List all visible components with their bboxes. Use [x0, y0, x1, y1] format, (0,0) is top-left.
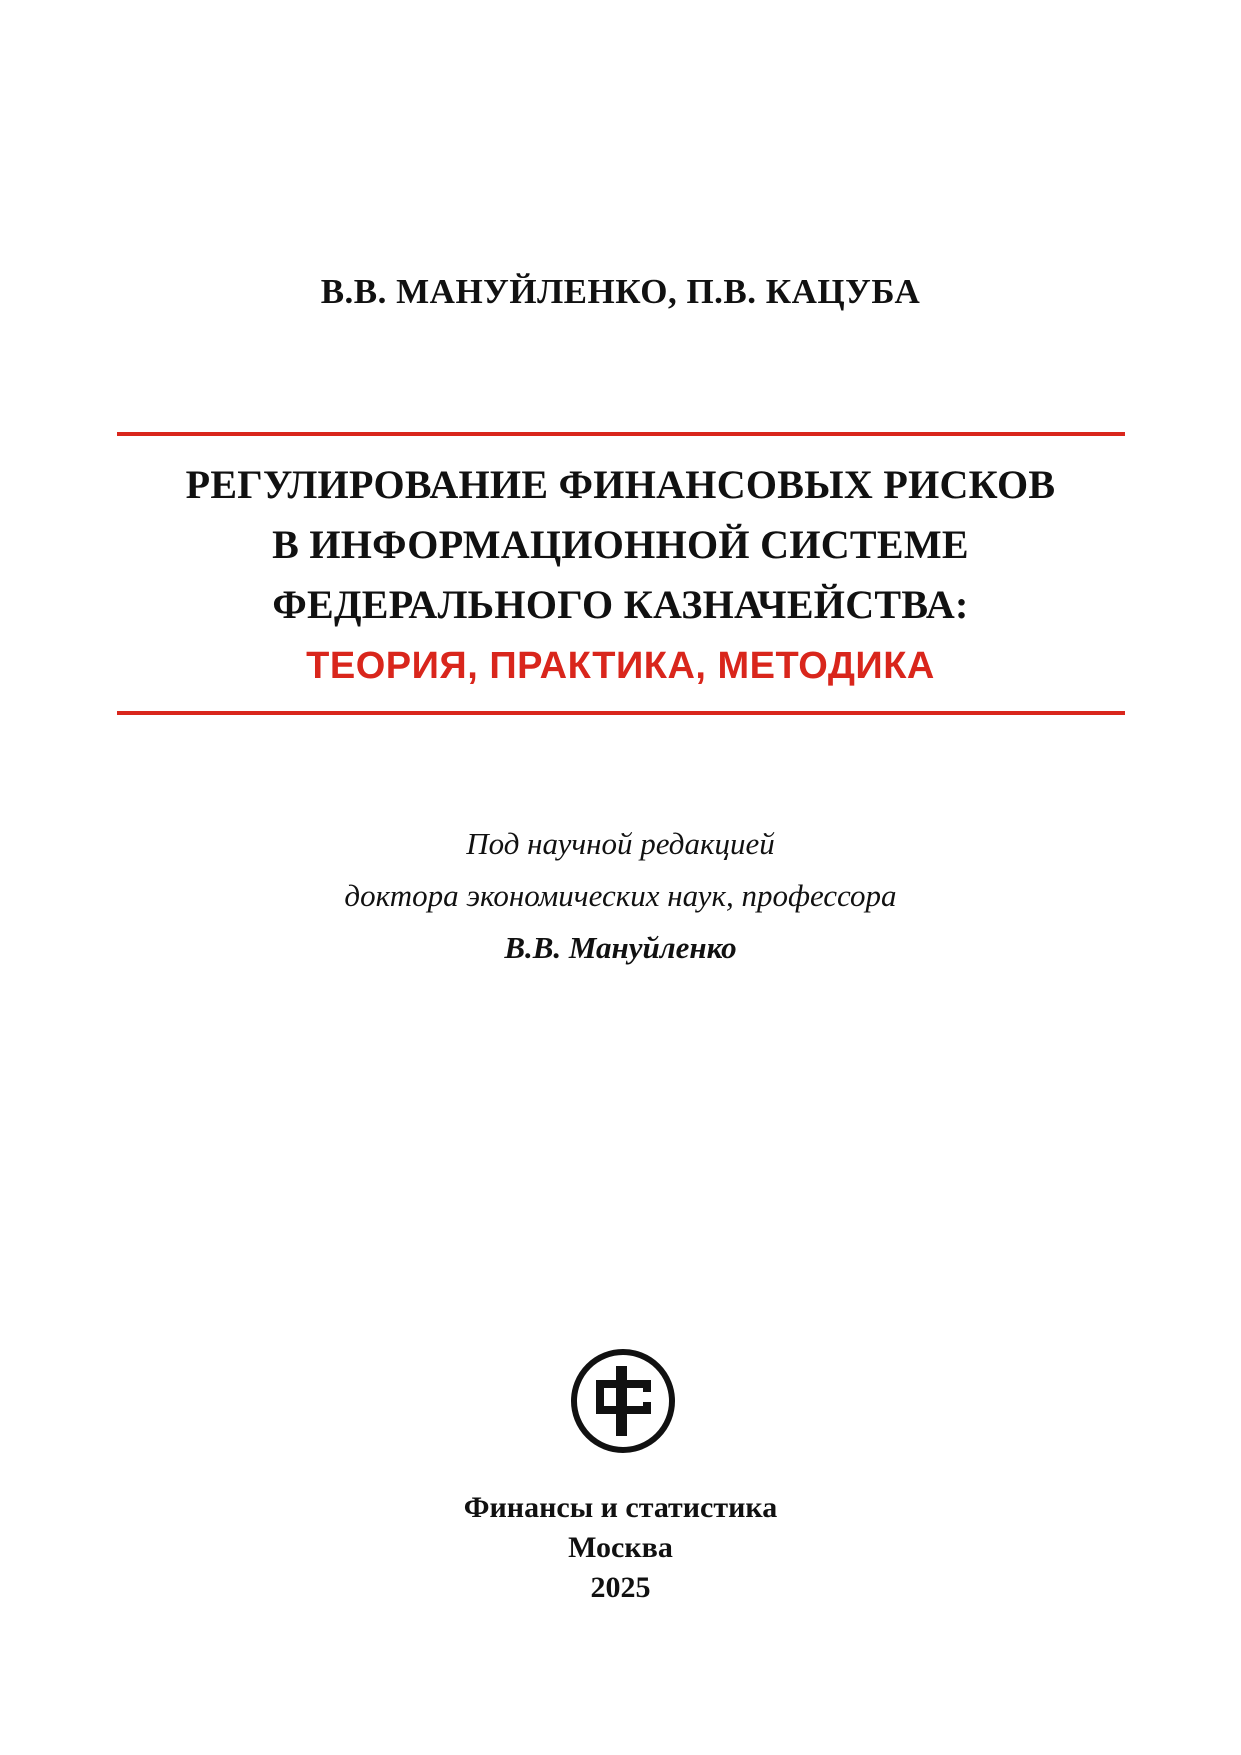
editor-line-2: доктора экономических наук, профессора — [344, 878, 897, 913]
top-divider — [117, 432, 1125, 436]
title-line-1: РЕГУЛИРОВАНИЕ ФИНАНСОВЫХ РИСКОВ — [185, 462, 1056, 507]
book-subtitle: ТЕОРИЯ, ПРАКТИКА, МЕТОДИКА — [306, 645, 935, 687]
publisher-name: Финансы и статистика — [463, 1491, 778, 1524]
publisher-block — [0, 1488, 1241, 1608]
editor-line-1: Под научной редакцией — [466, 826, 775, 861]
title-line-3: ФЕДЕРАЛЬНОГО КАЗНАЧЕЙСТВА: — [272, 582, 969, 627]
editor-name: В.В. Мануйленко — [504, 930, 737, 965]
bottom-divider — [117, 711, 1125, 715]
finansy-i-statistika-logo-icon — [570, 1348, 676, 1454]
publication-year: 2025 — [590, 1571, 651, 1604]
title-line-2: В ИНФОРМАЦИОННОЙ СИСТЕМЕ — [272, 522, 969, 567]
authors: В.В. МАНУЙЛЕНКО, П.В. КАЦУБА — [320, 272, 921, 311]
publisher-city: Москва — [568, 1531, 673, 1564]
book-title — [0, 455, 1241, 695]
editor-block — [0, 818, 1241, 974]
